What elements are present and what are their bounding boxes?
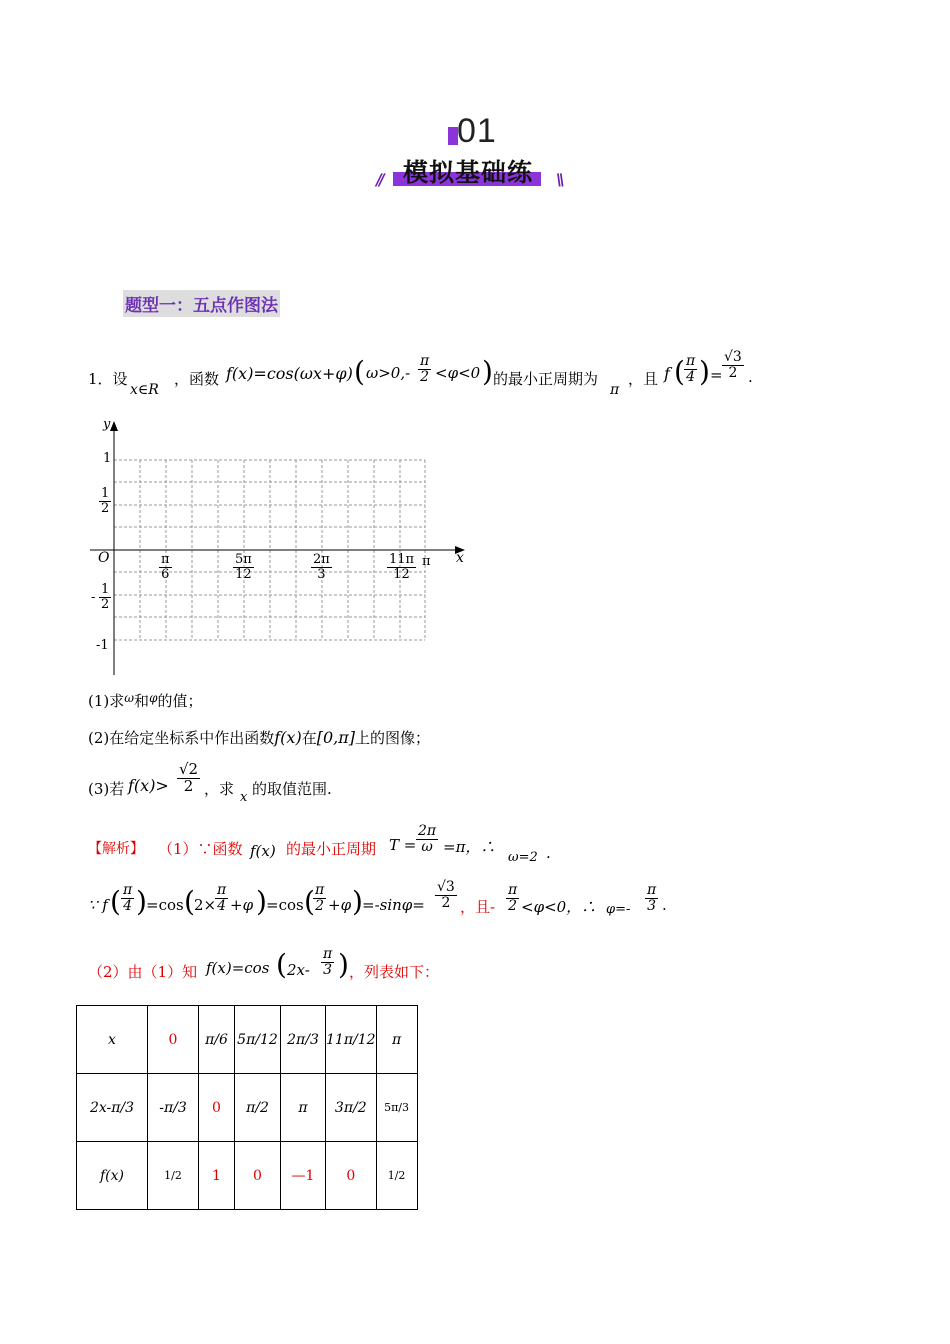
s2-neg-sin: =-sinφ=: [362, 896, 425, 914]
q1-phi: φ: [149, 691, 158, 705]
question-2: [88, 727, 430, 748]
s2-paren-4: ): [256, 885, 267, 918]
s2-2x: 2×: [194, 896, 217, 914]
table-cell: π/6: [199, 1006, 235, 1074]
x-axis-label: x: [456, 550, 464, 566]
table-cell: π: [281, 1074, 326, 1142]
table-cell: 1/2: [376, 1142, 417, 1210]
s2-frac-pi-4b: $\frac{\pi}{4}$: [217, 882, 227, 914]
q3-seek: ，求: [204, 780, 235, 798]
s2-range: <φ<0，∴: [521, 898, 597, 916]
solution-line-3: [88, 945, 508, 993]
s2-frac-pi-2b: $\frac{\pi}{2}$: [508, 882, 518, 914]
table-cell: 1: [199, 1142, 235, 1210]
s2-plus-phi: +φ: [230, 896, 254, 914]
q2-function: f(x): [274, 728, 302, 747]
table-cell: 0: [235, 1142, 281, 1210]
s1-T: T =: [389, 836, 417, 854]
s2-paren-2: ): [136, 885, 147, 918]
table-cell: 0: [199, 1074, 235, 1142]
s2-cos: =cos: [146, 896, 184, 914]
q3-fraction: $\frac{√2}{2}$: [179, 760, 199, 795]
y-tick-neg-sign: -: [91, 590, 96, 605]
s3-paren-1: (: [276, 948, 287, 981]
x-in-r: x∈R: [130, 382, 159, 398]
question-3: [88, 762, 488, 810]
section-number: 01: [457, 112, 497, 150]
s2-paren-1: (: [110, 885, 121, 918]
s3-text: （2）由（1）知: [88, 963, 198, 981]
q1-end: 的值；: [157, 692, 203, 710]
q2-in: 在: [301, 729, 317, 747]
table-cell: —1: [281, 1142, 326, 1210]
table-cell: 2π/3: [281, 1006, 326, 1074]
s2-f: ∵ f: [88, 896, 108, 914]
fraction-pi-4: $\frac{\pi}{4}$: [686, 353, 696, 385]
x-tick-pi: π: [422, 554, 431, 569]
s2-cos-2: =cos: [266, 896, 304, 914]
s3-table-intro: ，列表如下：: [349, 963, 440, 981]
table-cell: -π/3: [148, 1074, 199, 1142]
table-cell: 11π/12: [326, 1006, 377, 1074]
table-cell: f(x): [77, 1142, 148, 1210]
table-cell: 0: [326, 1142, 377, 1210]
s2-frac-pi-2: $\frac{\pi}{2}$: [315, 882, 325, 914]
q2-text: (2)在给定坐标系中作出函数: [88, 729, 275, 747]
x-tick-5pi-12: $\frac{5\pi}{12}$: [235, 552, 252, 582]
q3-x: x: [240, 790, 248, 805]
table-cell: π: [376, 1006, 417, 1074]
y-tick-1: 1: [103, 451, 112, 466]
condition-2: <φ<0: [435, 364, 481, 382]
q1-text: (1)求: [88, 692, 125, 710]
paren-right: ): [482, 355, 493, 388]
s2-phi-result: φ=-: [606, 902, 631, 917]
s2-frac-sqrt3-2: $\frac{√3}{2}$: [437, 879, 455, 911]
table-cell: 5π/12: [235, 1006, 281, 1074]
s2-paren-6: ): [352, 885, 363, 918]
section-heading: 题型一：五点作图法: [123, 290, 280, 317]
page-title: 模拟基础练: [403, 158, 534, 187]
paren-right-2: ): [699, 355, 710, 388]
table-row: [77, 1074, 418, 1142]
period-value: π: [610, 382, 620, 398]
y-axis-arrow: [110, 421, 118, 431]
s2-frac-pi-4: $\frac{\pi}{4}$: [123, 882, 133, 914]
f-symbol: f: [664, 364, 670, 383]
q1-and: 和: [134, 692, 150, 710]
paren-left-2: (: [674, 355, 685, 388]
problem-intro: 1．设: [88, 370, 128, 388]
s3-paren-2: ): [338, 948, 349, 981]
table-cell: 3π/2: [326, 1074, 377, 1142]
table-cell: 0: [148, 1006, 199, 1074]
left-decoration: //: [374, 170, 384, 189]
s1-eq-pi: =π，∴: [443, 838, 496, 856]
s2-dot: .: [662, 896, 667, 914]
s1-fraction: $\frac{2\pi}{\omega}$: [418, 823, 437, 855]
q3-text: (3)若: [88, 780, 125, 798]
equals: =: [710, 366, 723, 384]
solution-line-1: [88, 822, 588, 870]
s3-function: f(x)=cos: [206, 959, 270, 977]
problem-intro-2: ，函数: [174, 370, 220, 388]
q3-end: 的取值范围.: [252, 780, 332, 798]
problem-intro-3: 的最小正周期为: [493, 370, 599, 388]
problem-statement: [88, 349, 788, 402]
paren-left: (: [354, 355, 365, 388]
problem-intro-4: ，且: [628, 370, 659, 388]
coordinate-grid: [85, 415, 475, 680]
fraction-sqrt3-2: $\frac{√3}{2}$: [724, 349, 742, 381]
table-cell: π/2: [235, 1074, 281, 1142]
y-tick-neg-1: -1: [96, 638, 109, 653]
question-1: [88, 690, 202, 711]
s1-period-text: 的最小正周期: [286, 840, 377, 858]
s1-dot: .: [546, 844, 551, 862]
x-tick-pi-6: $\frac{\pi}{6}$: [161, 552, 170, 582]
s2-frac-pi-3: $\frac{\pi}{3}$: [647, 882, 657, 914]
fraction-pi-2: $\frac{\pi}{2}$: [420, 353, 430, 385]
y-axis-label: y: [103, 417, 111, 432]
right-decoration: \\: [554, 170, 564, 189]
s2-paren-5: (: [304, 885, 315, 918]
table-row: [77, 1006, 418, 1074]
table-cell: 5π/3: [376, 1074, 417, 1142]
origin-label: O: [98, 550, 110, 566]
q1-omega: ω: [124, 691, 135, 705]
solution-line-2: [88, 880, 708, 930]
value-table: [76, 1005, 418, 1210]
y-tick-half: $\frac{1}{2}$: [101, 486, 110, 516]
q2-interval: [0,π]: [316, 728, 355, 747]
s3-arg: 2x-: [287, 961, 310, 979]
s1-text: （1）∵函数: [158, 840, 243, 858]
x-tick-2pi-3: $\frac{2\pi}{3}$: [313, 552, 330, 582]
s2-plus-phi-2: +φ: [328, 896, 352, 914]
s1-function: f(x): [250, 842, 276, 860]
y-tick-neg-half: $\frac{1}{2}$: [101, 582, 110, 612]
table-row: [77, 1142, 418, 1210]
table-cell: 2x-π/3: [77, 1074, 148, 1142]
function-def: f(x)=cos(ωx+φ): [226, 364, 353, 383]
x-tick-11pi-12: $\frac{11\pi}{12}$: [389, 552, 415, 582]
period-dot: .: [748, 368, 753, 386]
s2-paren-3: (: [184, 885, 195, 918]
table-cell: x: [77, 1006, 148, 1074]
q2-end: 上的图像；: [354, 729, 430, 747]
s2-and: ，且-: [460, 898, 496, 916]
table-cell: 1/2: [148, 1142, 199, 1210]
s1-omega-result: ω=2: [508, 850, 538, 865]
condition-1: ω>0,-: [366, 364, 411, 382]
s3-frac-pi-3: $\frac{\pi}{3}$: [323, 946, 333, 978]
solution-tag: 【解析】: [88, 841, 144, 857]
q3-function: f(x)>: [128, 776, 169, 795]
